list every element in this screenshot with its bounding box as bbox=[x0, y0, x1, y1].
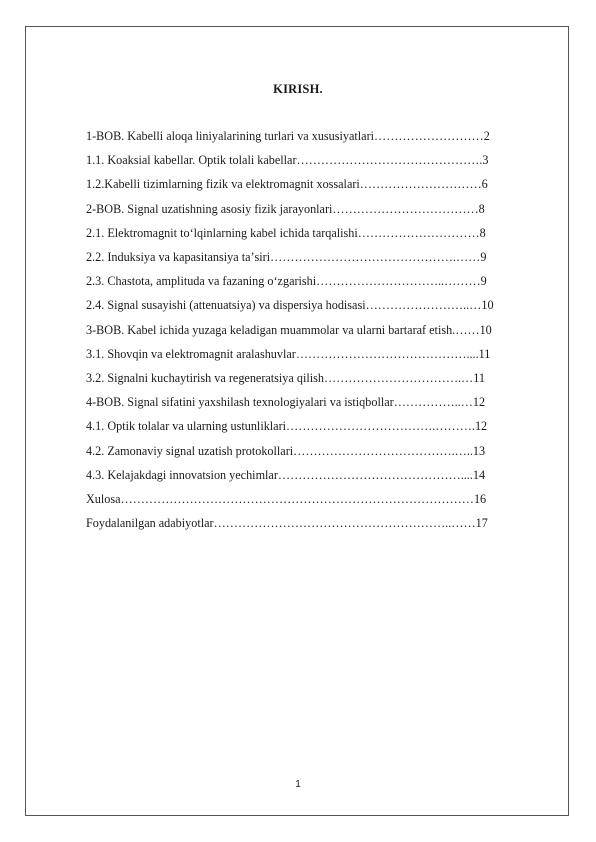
toc-entry: 2.4. Signal susayishi (attenuatsiya) va dispersiya hodisasi……………………..…10 bbox=[86, 298, 494, 313]
toc-entry: 3.2. Signalni kuchaytirish va regeneratsiya qilish…………………………….…11 bbox=[86, 371, 485, 386]
toc-entry: Foydalanilgan adabiyotlar…………………………………………………..……17 bbox=[86, 516, 488, 531]
toc-entry: Xulosa……………………………………………………………………………16 bbox=[86, 492, 487, 507]
toc-entry: 4-BOB. Signal sifatini yaxshilash texnologiyalari va istiqbollar……………..…12 bbox=[86, 395, 486, 410]
toc-entry: 1.2.Kabelli tizimlarning fizik va elektromagnit xossalari…………………………6 bbox=[86, 177, 488, 192]
toc-entry: 2-BOB. Signal uzatishning asosiy fizik jarayonlari………………………………8 bbox=[86, 201, 485, 216]
toc-entry: 2.1. Elektromagnit toʻlqinlarning kabel ichida tarqalishi…………………………8 bbox=[86, 225, 486, 240]
toc-entry: 2.3. Chastota, amplituda va fazaning oʻzgarishi…………………………..………9 bbox=[86, 274, 487, 289]
toc-entry: 3-BOB. Kabel ichida yuzaga keladigan muammolar va ularni bartaraf etish.……10 bbox=[86, 322, 492, 337]
toc-entry: 4.3. Kelajakdagi innovatsion yechimlar………………………………………....14 bbox=[86, 467, 486, 482]
toc-entry: 2.2. Induksiya va kapasitansiya taʼsiri……………………………………….……9 bbox=[86, 250, 487, 265]
table-of-contents bbox=[86, 124, 556, 535]
toc-entry: 1.1. Koaksial kabellar. Optik tolali kabellar……………………………………….3 bbox=[86, 153, 489, 168]
toc-entry: 1-BOB. Kabelli aloqa liniyalarining turlari va xususiyatlari………………………2 bbox=[86, 129, 490, 143]
toc-entry: 3.1. Shovqin va elektromagnit aralashuvlar……………………………………....11 bbox=[86, 346, 491, 361]
toc-entry: 4.1. Optik tolalar va ularning ustunliklari……………………………….……….12 bbox=[86, 419, 488, 434]
page-number: 1 bbox=[295, 779, 301, 790]
page-title: KIRISH. bbox=[273, 82, 323, 96]
toc-entry: 4.2. Zamonaviy signal uzatish protokollari………………………………….…..13 bbox=[86, 443, 486, 458]
